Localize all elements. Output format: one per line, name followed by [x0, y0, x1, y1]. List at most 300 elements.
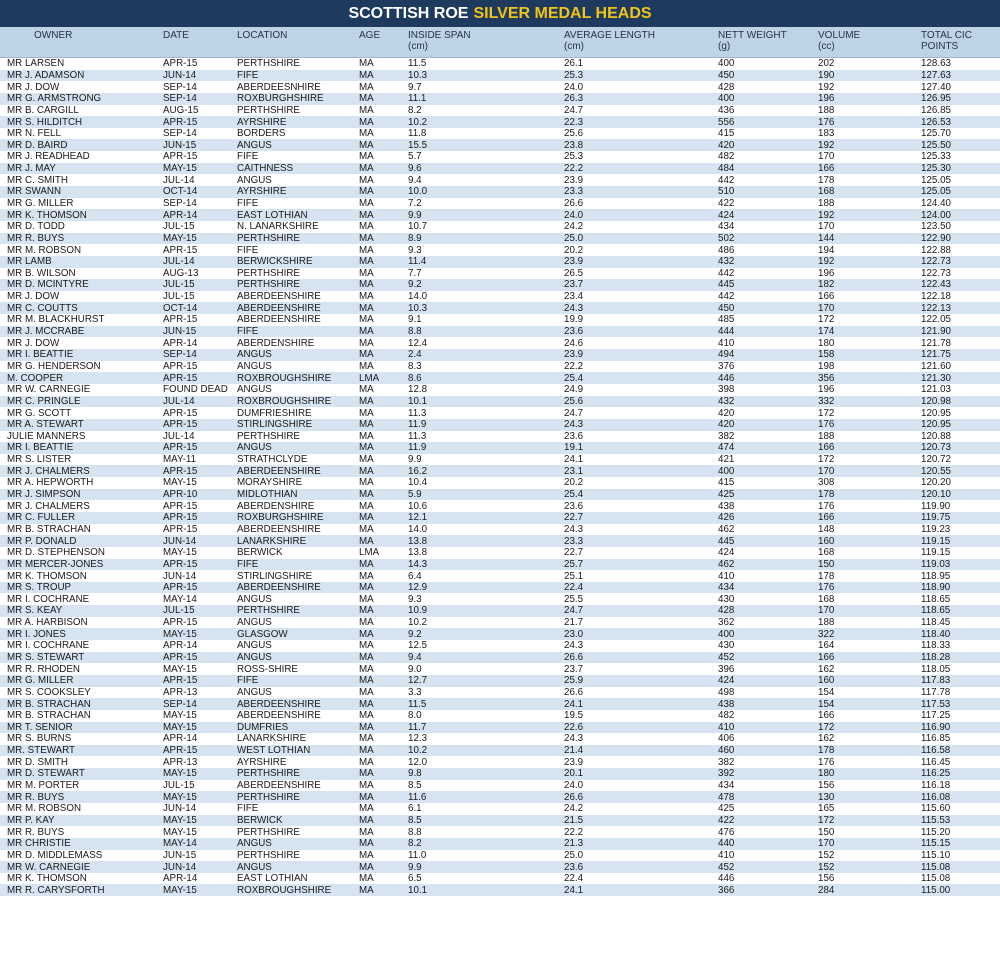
table-row — [0, 268, 1000, 280]
cell-nett-weight: 410 — [718, 722, 818, 734]
cell-total-cic-points: 118.65 — [921, 593, 1000, 605]
cell-age: MA — [359, 454, 408, 466]
cell-average-length: 22.3 — [564, 116, 718, 128]
cell-age: MA — [359, 151, 408, 163]
cell-date: MAY-15 — [163, 791, 237, 803]
table-row — [0, 442, 1000, 454]
cell-average-length: 24.9 — [564, 384, 718, 396]
table-row — [0, 105, 1000, 117]
cell-owner: MR R. CARYSFORTH — [0, 884, 163, 896]
table-row — [0, 570, 1000, 582]
cell-average-length: 21.4 — [564, 745, 718, 757]
cell-age: MA — [359, 128, 408, 140]
cell-location: ANGUS — [237, 640, 359, 652]
cell-date: JUN-15 — [163, 850, 237, 862]
cell-location: ROSS-SHIRE — [237, 663, 359, 675]
column-header-owner — [34, 30, 72, 41]
cell-age: MA — [359, 349, 408, 361]
cell-nett-weight: 442 — [718, 268, 818, 280]
cell-age: MA — [359, 873, 408, 885]
cell-owner: MR J. MAY — [0, 163, 163, 175]
cell-location: PERTHSHIRE — [237, 233, 359, 245]
table-row — [0, 314, 1000, 326]
cell-nett-weight: 425 — [718, 489, 818, 501]
cell-average-length: 22.2 — [564, 826, 718, 838]
cell-date: MAY-15 — [163, 547, 237, 559]
cell-age: MA — [359, 70, 408, 82]
cell-inside-span: 11.1 — [408, 93, 564, 105]
cell-date: JUN-15 — [163, 326, 237, 338]
cell-total-cic-points: 117.83 — [921, 675, 1000, 687]
cell-date: APR-15 — [163, 652, 237, 664]
cell-inside-span: 11.8 — [408, 128, 564, 140]
cell-total-cic-points: 120.95 — [921, 419, 1000, 431]
cell-total-cic-points: 116.08 — [921, 791, 1000, 803]
cell-nett-weight: 478 — [718, 791, 818, 803]
cell-location: CAITHNESS — [237, 163, 359, 175]
cell-nett-weight: 400 — [718, 58, 818, 70]
cell-age: MA — [359, 884, 408, 896]
cell-nett-weight: 410 — [718, 570, 818, 582]
cell-location: GLASGOW — [237, 628, 359, 640]
cell-inside-span: 10.7 — [408, 221, 564, 233]
cell-owner: MR B. STRACHAN — [0, 710, 163, 722]
cell-inside-span: 9.3 — [408, 244, 564, 256]
cell-nett-weight: 482 — [718, 710, 818, 722]
cell-volume: 188 — [818, 105, 921, 117]
cell-inside-span: 12.8 — [408, 384, 564, 396]
cell-average-length: 25.0 — [564, 233, 718, 245]
cell-owner: MR R. BUYS — [0, 233, 163, 245]
cell-owner: MR J. SIMPSON — [0, 489, 163, 501]
cell-total-cic-points: 120.98 — [921, 396, 1000, 408]
cell-average-length: 22.6 — [564, 722, 718, 734]
cell-location: PERTHSHIRE — [237, 605, 359, 617]
cell-total-cic-points: 118.33 — [921, 640, 1000, 652]
column-header-unit: (cc) — [818, 41, 835, 52]
cell-volume: 356 — [818, 372, 921, 384]
cell-date: APR-10 — [163, 489, 237, 501]
cell-average-length: 23.0 — [564, 628, 718, 640]
cell-location: ABERDEENSHIRE — [237, 465, 359, 477]
cell-nett-weight: 382 — [718, 431, 818, 443]
cell-owner: MR W. CARNEGIE — [0, 384, 163, 396]
column-header-label: VOLUME — [818, 30, 861, 41]
table-row — [0, 186, 1000, 198]
cell-nett-weight: 460 — [718, 745, 818, 757]
cell-date: MAY-15 — [163, 233, 237, 245]
cell-location: ANGUS — [237, 361, 359, 373]
cell-date: APR-15 — [163, 582, 237, 594]
cell-nett-weight: 442 — [718, 174, 818, 186]
cell-location: MIDLOTHIAN — [237, 489, 359, 501]
cell-inside-span: 2.4 — [408, 349, 564, 361]
cell-owner: MR D. MIDDLEMASS — [0, 850, 163, 862]
cell-total-cic-points: 119.15 — [921, 535, 1000, 547]
cell-nett-weight: 400 — [718, 465, 818, 477]
cell-owner: MR B. STRACHAN — [0, 698, 163, 710]
column-header-volume — [818, 30, 860, 52]
cell-inside-span: 11.3 — [408, 431, 564, 443]
table-row — [0, 419, 1000, 431]
table-row — [0, 733, 1000, 745]
column-header-label: DATE — [163, 30, 189, 41]
cell-age: MA — [359, 302, 408, 314]
cell-owner: MR D. STEPHENSON — [0, 547, 163, 559]
cell-volume: 178 — [818, 745, 921, 757]
cell-owner: MR SWANN — [0, 186, 163, 198]
cell-total-cic-points: 125.05 — [921, 174, 1000, 186]
cell-inside-span: 11.5 — [408, 58, 564, 70]
cell-inside-span: 10.4 — [408, 477, 564, 489]
cell-inside-span: 9.0 — [408, 663, 564, 675]
cell-volume: 152 — [818, 861, 921, 873]
table-row — [0, 139, 1000, 151]
cell-volume: 172 — [818, 454, 921, 466]
cell-location: STRATHCLYDE — [237, 454, 359, 466]
cell-average-length: 23.3 — [564, 535, 718, 547]
cell-nett-weight: 366 — [718, 884, 818, 896]
cell-volume: 170 — [818, 221, 921, 233]
cell-nett-weight: 498 — [718, 687, 818, 699]
cell-owner: MR C. PRINGLE — [0, 396, 163, 408]
cell-location: PERTHSHIRE — [237, 279, 359, 291]
cell-average-length: 26.6 — [564, 198, 718, 210]
table-row — [0, 81, 1000, 93]
cell-age: MA — [359, 582, 408, 594]
cell-location: ROXBURGHSHIRE — [237, 93, 359, 105]
cell-inside-span: 12.7 — [408, 675, 564, 687]
cell-total-cic-points: 115.10 — [921, 850, 1000, 862]
cell-age: MA — [359, 756, 408, 768]
cell-owner: MR W. CARNEGIE — [0, 861, 163, 873]
cell-location: ABERDEENSHIRE — [237, 524, 359, 536]
cell-volume: 194 — [818, 244, 921, 256]
cell-age: MA — [359, 174, 408, 186]
cell-volume: 180 — [818, 768, 921, 780]
cell-location: ANGUS — [237, 861, 359, 873]
cell-total-cic-points: 116.45 — [921, 756, 1000, 768]
cell-location: PERTHSHIRE — [237, 850, 359, 862]
column-header-nett-weight — [718, 30, 787, 52]
cell-volume: 130 — [818, 791, 921, 803]
cell-average-length: 22.4 — [564, 873, 718, 885]
cell-location: EAST LOTHIAN — [237, 209, 359, 221]
cell-location: ABERDEESNHIRE — [237, 81, 359, 93]
cell-date: MAY-15 — [163, 477, 237, 489]
table-row — [0, 652, 1000, 664]
cell-age: MA — [359, 361, 408, 373]
cell-owner: MR I. BEATTIE — [0, 442, 163, 454]
cell-average-length: 22.7 — [564, 547, 718, 559]
cell-date: APR-13 — [163, 687, 237, 699]
cell-date: SEP-14 — [163, 198, 237, 210]
cell-date: JUL-15 — [163, 279, 237, 291]
cell-age: MA — [359, 221, 408, 233]
cell-date: APR-15 — [163, 361, 237, 373]
cell-age: MA — [359, 512, 408, 524]
cell-owner: MR J. READHEAD — [0, 151, 163, 163]
cell-nett-weight: 436 — [718, 105, 818, 117]
cell-owner: MR LAMB — [0, 256, 163, 268]
table-row — [0, 722, 1000, 734]
cell-owner: MR S. HILDITCH — [0, 116, 163, 128]
cell-total-cic-points: 126.95 — [921, 93, 1000, 105]
cell-average-length: 23.6 — [564, 861, 718, 873]
column-header-unit: (cm) — [564, 41, 584, 52]
cell-nett-weight: 438 — [718, 500, 818, 512]
cell-inside-span: 9.2 — [408, 279, 564, 291]
cell-total-cic-points: 124.40 — [921, 198, 1000, 210]
cell-total-cic-points: 119.15 — [921, 547, 1000, 559]
cell-total-cic-points: 115.60 — [921, 803, 1000, 815]
cell-nett-weight: 556 — [718, 116, 818, 128]
cell-date: OCT-14 — [163, 302, 237, 314]
cell-average-length: 23.6 — [564, 431, 718, 443]
cell-owner: MR B. STRACHAN — [0, 524, 163, 536]
table-row — [0, 384, 1000, 396]
cell-age: MA — [359, 861, 408, 873]
cell-age: MA — [359, 524, 408, 536]
cell-average-length: 24.3 — [564, 302, 718, 314]
cell-age: MA — [359, 233, 408, 245]
cell-inside-span: 9.2 — [408, 628, 564, 640]
cell-age: MA — [359, 640, 408, 652]
cell-volume: 168 — [818, 593, 921, 605]
cell-location: N. LANARKSHIRE — [237, 221, 359, 233]
column-header-unit: POINTS — [921, 41, 959, 52]
cell-date: APR-15 — [163, 512, 237, 524]
table-row — [0, 489, 1000, 501]
cell-volume: 166 — [818, 442, 921, 454]
cell-average-length: 25.6 — [564, 396, 718, 408]
cell-date: JUL-14 — [163, 431, 237, 443]
cell-total-cic-points: 122.88 — [921, 244, 1000, 256]
cell-owner: M. COOPER — [0, 372, 163, 384]
cell-total-cic-points: 126.53 — [921, 116, 1000, 128]
cell-owner: MR R. BUYS — [0, 826, 163, 838]
cell-nett-weight: 462 — [718, 559, 818, 571]
table-row — [0, 512, 1000, 524]
cell-location: ANGUS — [237, 838, 359, 850]
cell-owner: JULIE MANNERS — [0, 431, 163, 443]
cell-volume: 166 — [818, 652, 921, 664]
cell-nett-weight: 362 — [718, 617, 818, 629]
cell-location: ABERDENSHIRE — [237, 337, 359, 349]
table-row — [0, 605, 1000, 617]
column-header-average-length — [564, 30, 655, 52]
table-title — [0, 0, 1000, 27]
cell-inside-span: 9.7 — [408, 81, 564, 93]
cell-location: WEST LOTHIAN — [237, 745, 359, 757]
cell-age: MA — [359, 407, 408, 419]
table-row — [0, 663, 1000, 675]
cell-owner: MR G. SCOTT — [0, 407, 163, 419]
cell-average-length: 25.1 — [564, 570, 718, 582]
cell-age: MA — [359, 617, 408, 629]
cell-average-length: 23.3 — [564, 186, 718, 198]
table-row — [0, 756, 1000, 768]
table-row — [0, 780, 1000, 792]
cell-average-length: 25.7 — [564, 559, 718, 571]
cell-owner: MR M. ROBSON — [0, 244, 163, 256]
cell-inside-span: 11.5 — [408, 698, 564, 710]
cell-total-cic-points: 121.03 — [921, 384, 1000, 396]
cell-inside-span: 8.8 — [408, 826, 564, 838]
cell-date: APR-15 — [163, 58, 237, 70]
title-accent: SILVER MEDAL HEADS — [473, 4, 652, 22]
cell-location: FIFE — [237, 326, 359, 338]
cell-nett-weight: 452 — [718, 652, 818, 664]
cell-age: MA — [359, 698, 408, 710]
cell-volume: 332 — [818, 396, 921, 408]
cell-inside-span: 8.8 — [408, 326, 564, 338]
cell-age: MA — [359, 710, 408, 722]
cell-volume: 150 — [818, 559, 921, 571]
cell-location: AYRSHIRE — [237, 186, 359, 198]
cell-average-length: 24.3 — [564, 733, 718, 745]
cell-nett-weight: 425 — [718, 803, 818, 815]
cell-age: MA — [359, 850, 408, 862]
cell-total-cic-points: 117.25 — [921, 710, 1000, 722]
cell-date: SEP-14 — [163, 698, 237, 710]
cell-date: APR-14 — [163, 640, 237, 652]
cell-total-cic-points: 118.95 — [921, 570, 1000, 582]
cell-location: BERWICKSHIRE — [237, 256, 359, 268]
cell-volume: 162 — [818, 733, 921, 745]
cell-owner: MR M. BLACKHURST — [0, 314, 163, 326]
cell-age: MA — [359, 198, 408, 210]
cell-location: DUMFRIESHIRE — [237, 407, 359, 419]
cell-date: APR-15 — [163, 524, 237, 536]
table-row — [0, 174, 1000, 186]
cell-nett-weight: 494 — [718, 349, 818, 361]
cell-location: ROXBURGHSHIRE — [237, 512, 359, 524]
cell-total-cic-points: 118.90 — [921, 582, 1000, 594]
cell-owner: MR. STEWART — [0, 745, 163, 757]
column-header-row — [0, 27, 1000, 58]
cell-date: APR-15 — [163, 675, 237, 687]
cell-volume: 156 — [818, 873, 921, 885]
cell-nett-weight: 476 — [718, 826, 818, 838]
cell-location: ABERDEENSHIRE — [237, 780, 359, 792]
cell-date: MAY-15 — [163, 815, 237, 827]
cell-total-cic-points: 119.90 — [921, 500, 1000, 512]
cell-total-cic-points: 122.43 — [921, 279, 1000, 291]
cell-age: MA — [359, 733, 408, 745]
cell-inside-span: 8.2 — [408, 838, 564, 850]
table-row — [0, 559, 1000, 571]
cell-average-length: 25.6 — [564, 128, 718, 140]
cell-average-length: 24.0 — [564, 81, 718, 93]
cell-nett-weight: 462 — [718, 524, 818, 536]
cell-owner: MR S. TROUP — [0, 582, 163, 594]
cell-date: MAY-15 — [163, 826, 237, 838]
cell-location: ABERDEENSHIRE — [237, 314, 359, 326]
cell-date: JUN-14 — [163, 803, 237, 815]
cell-volume: 166 — [818, 512, 921, 524]
cell-age: MA — [359, 628, 408, 640]
cell-volume: 192 — [818, 139, 921, 151]
cell-owner: MR I. BEATTIE — [0, 349, 163, 361]
cell-date: MAY-15 — [163, 163, 237, 175]
cell-nett-weight: 392 — [718, 768, 818, 780]
cell-inside-span: 10.3 — [408, 302, 564, 314]
cell-owner: MR D. BAIRD — [0, 139, 163, 151]
table-row — [0, 209, 1000, 221]
cell-age: MA — [359, 465, 408, 477]
cell-age: MA — [359, 838, 408, 850]
cell-volume: 190 — [818, 70, 921, 82]
cell-inside-span: 13.8 — [408, 535, 564, 547]
cell-total-cic-points: 122.90 — [921, 233, 1000, 245]
cell-date: MAY-14 — [163, 593, 237, 605]
cell-age: MA — [359, 326, 408, 338]
cell-nett-weight: 424 — [718, 209, 818, 221]
cell-location: ANGUS — [237, 174, 359, 186]
cell-date: JUN-14 — [163, 70, 237, 82]
cell-average-length: 22.4 — [564, 582, 718, 594]
cell-volume: 165 — [818, 803, 921, 815]
cell-volume: 322 — [818, 628, 921, 640]
column-header-unit: (g) — [718, 41, 731, 52]
cell-age: MA — [359, 500, 408, 512]
cell-volume: 176 — [818, 419, 921, 431]
cell-nett-weight: 485 — [718, 314, 818, 326]
table-row — [0, 884, 1000, 896]
cell-age: MA — [359, 116, 408, 128]
cell-date: JUL-14 — [163, 256, 237, 268]
table-row — [0, 698, 1000, 710]
cell-inside-span: 6.4 — [408, 570, 564, 582]
cell-volume: 192 — [818, 256, 921, 268]
cell-owner: MR B. WILSON — [0, 268, 163, 280]
cell-average-length: 23.7 — [564, 663, 718, 675]
cell-location: BORDERS — [237, 128, 359, 140]
cell-nett-weight: 420 — [718, 419, 818, 431]
cell-age: MA — [359, 652, 408, 664]
medal-heads-table — [0, 58, 1000, 896]
cell-inside-span: 11.6 — [408, 791, 564, 803]
cell-nett-weight: 452 — [718, 861, 818, 873]
cell-inside-span: 10.3 — [408, 70, 564, 82]
cell-average-length: 26.5 — [564, 268, 718, 280]
table-row — [0, 396, 1000, 408]
cell-inside-span: 10.2 — [408, 116, 564, 128]
cell-inside-span: 3.3 — [408, 687, 564, 699]
cell-volume: 170 — [818, 151, 921, 163]
cell-average-length: 20.2 — [564, 477, 718, 489]
cell-average-length: 24.7 — [564, 407, 718, 419]
cell-nett-weight: 430 — [718, 593, 818, 605]
table-row — [0, 687, 1000, 699]
table-row — [0, 675, 1000, 687]
cell-date: JUN-14 — [163, 535, 237, 547]
cell-owner: MR S. COOKSLEY — [0, 687, 163, 699]
cell-volume: 166 — [818, 710, 921, 722]
cell-owner: MR J. DOW — [0, 81, 163, 93]
cell-average-length: 24.3 — [564, 640, 718, 652]
cell-total-cic-points: 115.00 — [921, 884, 1000, 896]
cell-nett-weight: 421 — [718, 454, 818, 466]
table-row — [0, 431, 1000, 443]
cell-location: ABERDEENSHIRE — [237, 302, 359, 314]
cell-nett-weight: 502 — [718, 233, 818, 245]
cell-total-cic-points: 120.55 — [921, 465, 1000, 477]
cell-owner: MR C. FULLER — [0, 512, 163, 524]
cell-location: ABERDENSHIRE — [237, 500, 359, 512]
cell-total-cic-points: 128.63 — [921, 58, 1000, 70]
